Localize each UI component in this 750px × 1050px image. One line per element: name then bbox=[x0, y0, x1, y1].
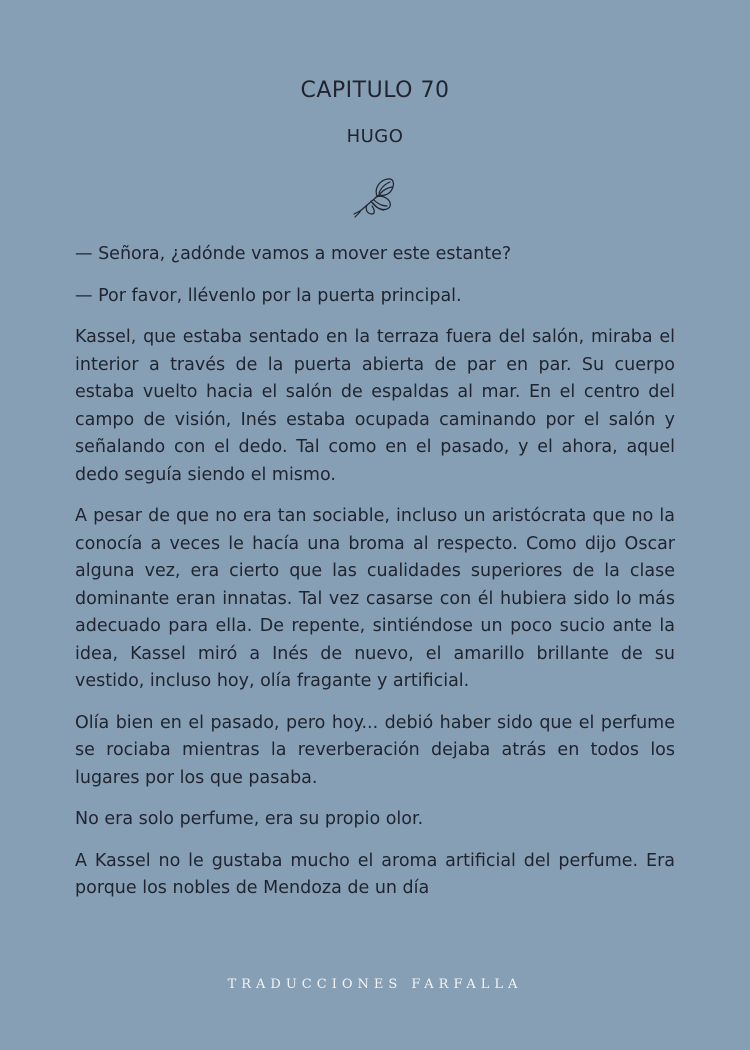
dialogue-line: — Señora, ¿adónde vamos a mover este estante? bbox=[75, 244, 512, 264]
paragraph: A Kassel no le gustaba mucho el aroma artificial del perfume. Era porque los nobles de Mendoza de un día bbox=[75, 850, 675, 898]
paragraph: A pesar de que no era tan sociable, incluso un aristócrata que no la conocía a veces le hacía una broma al respecto. Como dijo Oscar alguna vez, era cierto que las cualidades superiores de la clase dominante eran innatas. Tal vez casarse con él hubiera sido lo más adecuado para ella. De repente, sintiéndose un poco sucio ante la idea, Kassel miró a Inés de nuevo, el amarillo brillante de su vestido, incluso hoy, olía fragante y artificial. bbox=[75, 506, 675, 691]
footer-watermark: TRADUCCIONES FARFALLA bbox=[227, 977, 523, 992]
chapter-body bbox=[75, 241, 675, 973]
chapter-subtitle: HUGO bbox=[346, 126, 404, 147]
chapter-title: CAPITULO 70 bbox=[300, 78, 450, 103]
butterfly-icon bbox=[350, 176, 398, 220]
dialogue-line: — Por favor, llévenlo por la puerta principal. bbox=[75, 285, 462, 306]
paragraph: Kassel, que estaba sentado en la terraza fuera del salón, miraba el interior a través de la puerta abierta de par en par. Su cuerpo estaba vuelto hacia el salón de espaldas al mar. En el centro del campo de visión, Inés estaba ocupada caminando por el salón y señalando con el dedo. Tal como en el pasado, y el ahora, aquel dedo seguía siendo el mismo. bbox=[75, 327, 675, 485]
paragraph: No era solo perfume, era su propio olor. bbox=[75, 809, 424, 829]
paragraph: Olía bien en el pasado, pero hoy... debió haber sido que el perfume se rociaba mientras la reverberación dejaba atrás en todos los lugares por los que pasaba. bbox=[75, 712, 675, 788]
